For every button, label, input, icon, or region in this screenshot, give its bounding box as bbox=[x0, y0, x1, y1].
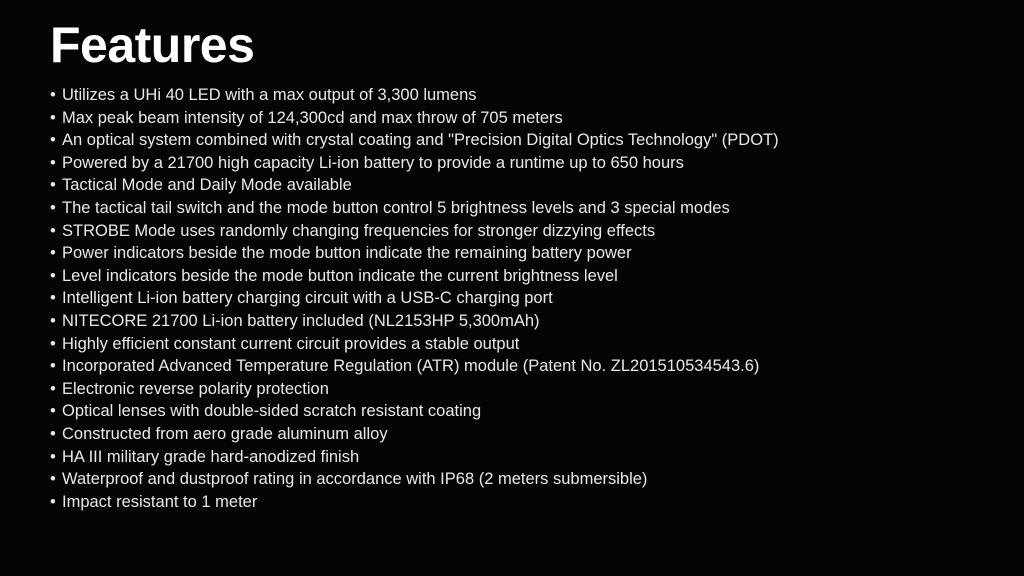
bullet-marker: • bbox=[50, 289, 56, 308]
bullet-marker: • bbox=[50, 470, 56, 489]
list-item-text: Tactical Mode and Daily Mode available bbox=[62, 176, 352, 195]
list-item-text: Constructed from aero grade aluminum alloy bbox=[62, 424, 388, 443]
bullet-marker: • bbox=[50, 244, 56, 263]
list-item-text: Powered by a 21700 high capacity Li-ion battery to provide a runtime up to 650 hours bbox=[62, 153, 684, 172]
list-item bbox=[50, 333, 980, 356]
list-item bbox=[50, 287, 980, 310]
list-item bbox=[50, 491, 980, 514]
list-item-text: Level indicators beside the mode button indicate the current brightness level bbox=[62, 266, 618, 285]
list-item bbox=[50, 423, 980, 446]
list-item-text: Max peak beam intensity of 124,300cd and max throw of 705 meters bbox=[62, 108, 563, 127]
list-item bbox=[50, 242, 980, 265]
list-item bbox=[50, 446, 980, 469]
bullet-marker: • bbox=[50, 131, 56, 150]
features-list bbox=[50, 84, 980, 513]
list-item bbox=[50, 129, 980, 152]
bullet-marker: • bbox=[50, 334, 56, 353]
bullet-marker: • bbox=[50, 424, 56, 443]
list-item-text: HA III military grade hard-anodized finish bbox=[62, 447, 360, 466]
list-item-text: Impact resistant to 1 meter bbox=[62, 492, 258, 511]
list-item bbox=[50, 265, 980, 288]
list-item-text: Highly efficient constant current circuit provides a stable output bbox=[62, 334, 520, 353]
page-title: Features bbox=[50, 17, 255, 73]
list-item bbox=[50, 400, 980, 423]
list-item bbox=[50, 107, 980, 130]
list-item-text: Utilizes a UHi 40 LED with a max output of 3,300 lumens bbox=[62, 86, 477, 104]
bullet-marker: • bbox=[50, 153, 56, 172]
list-item-text: Optical lenses with double-sided scratch resistant coating bbox=[62, 402, 482, 421]
list-item bbox=[50, 84, 980, 107]
bullet-marker: • bbox=[50, 108, 56, 127]
list-item-text: Electronic reverse polarity protection bbox=[62, 379, 329, 398]
list-item-text: Waterproof and dustproof rating in accordance with IP68 (2 meters submersible) bbox=[62, 470, 648, 489]
list-item bbox=[50, 355, 980, 378]
bullet-marker: • bbox=[50, 86, 56, 104]
bullet-marker: • bbox=[50, 176, 56, 195]
bullet-marker: • bbox=[50, 266, 56, 285]
bullet-marker: • bbox=[50, 198, 56, 217]
list-item-text: The tactical tail switch and the mode button control 5 brightness levels and 3 special modes bbox=[62, 198, 730, 217]
list-item bbox=[50, 468, 980, 491]
bullet-marker: • bbox=[50, 379, 56, 398]
bullet-marker: • bbox=[50, 221, 56, 240]
bullet-marker: • bbox=[50, 357, 56, 376]
list-item-text: An optical system combined with crystal coating and "Precision Digital Optics Technology" (PDOT) bbox=[62, 131, 779, 150]
list-item-text: NITECORE 21700 Li-ion battery included (NL2153HP 5,300mAh) bbox=[62, 311, 540, 330]
list-item bbox=[50, 378, 980, 401]
bullet-marker: • bbox=[50, 492, 56, 511]
list-item bbox=[50, 152, 980, 175]
bullet-marker: • bbox=[50, 447, 56, 466]
list-item bbox=[50, 174, 980, 197]
list-item-text: Intelligent Li-ion battery charging circuit with a USB-C charging port bbox=[62, 289, 553, 308]
bullet-marker: • bbox=[50, 402, 56, 421]
list-item-text: Power indicators beside the mode button indicate the remaining battery power bbox=[62, 244, 632, 263]
list-item-text: Incorporated Advanced Temperature Regulation (ATR) module (Patent No. ZL201510534543.6) bbox=[62, 357, 760, 376]
bullet-marker: • bbox=[50, 311, 56, 330]
list-item-text: STROBE Mode uses randomly changing frequencies for stronger dizzying effects bbox=[62, 221, 656, 240]
list-item bbox=[50, 310, 980, 333]
list-item bbox=[50, 220, 980, 243]
list-item bbox=[50, 197, 980, 220]
